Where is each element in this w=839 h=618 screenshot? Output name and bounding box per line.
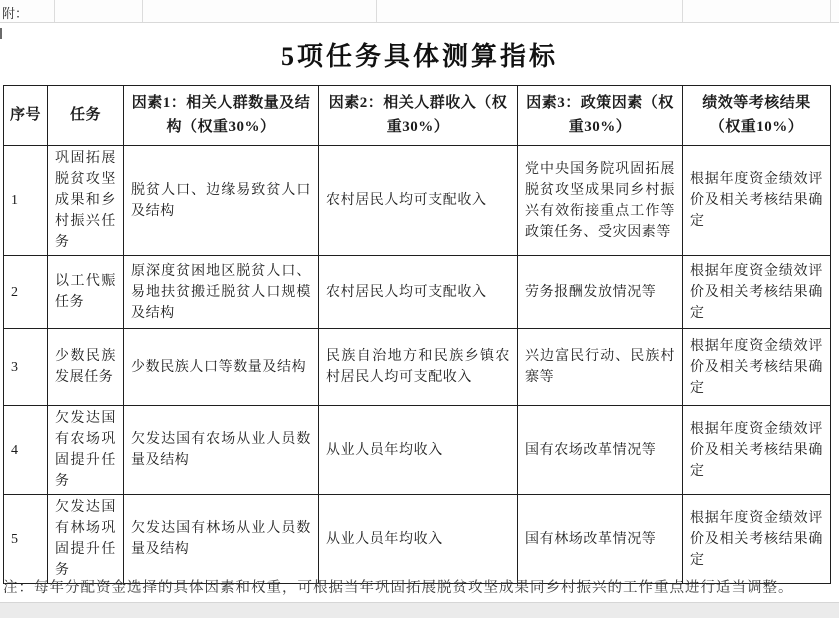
col-header-factor2: 因素2：相关人群收入（权重30%） <box>319 86 518 146</box>
task-cell: 巩固拓展脱贫攻坚成果和乡村振兴任务 <box>48 146 124 256</box>
col-header-seq: 序号 <box>4 86 48 146</box>
header-row <box>4 86 831 146</box>
row-number-cell: 5 <box>4 495 48 584</box>
result-cell: 根据年度资金绩效评价及相关考核结果确定 <box>683 406 831 495</box>
task-cell: 欠发达国有农场巩固提升任务 <box>48 406 124 495</box>
row-number-cell: 4 <box>4 406 48 495</box>
row-number-cell: 1 <box>4 146 48 256</box>
gridline <box>54 0 55 22</box>
factor3-cell: 党中央国务院巩固拓展脱贫攻坚成果同乡村振兴有效衔接重点工作等政策任务、受灾因素等 <box>518 146 683 256</box>
task-cell: 以工代赈任务 <box>48 256 124 329</box>
table-row <box>4 329 831 406</box>
spreadsheet-row-strip <box>0 0 839 23</box>
attachment-label: 附： <box>2 6 29 21</box>
bottom-gutter <box>0 602 839 618</box>
row-number-cell: 3 <box>4 329 48 406</box>
table-row <box>4 146 831 256</box>
col-header-result: 绩效等考核结果（权重10%） <box>683 86 831 146</box>
factor3-cell: 劳务报酬发放情况等 <box>518 256 683 329</box>
factor2-cell: 从业人员年均收入 <box>319 495 518 584</box>
factor1-cell: 欠发达国有农场从业人员数量及结构 <box>124 406 319 495</box>
page-title: 5项任务具体测算指标 <box>280 42 558 71</box>
col-header-factor3: 因素3：政策因素（权重30%） <box>518 86 683 146</box>
gridline <box>682 0 683 22</box>
gridline <box>830 0 831 22</box>
factor1-cell: 欠发达国有林场从业人员数量及结构 <box>124 495 319 584</box>
factor3-cell: 兴边富民行动、民族村寨等 <box>518 329 683 406</box>
task-cell: 欠发达国有林场巩固提升任务 <box>48 495 124 584</box>
result-cell: 根据年度资金绩效评价及相关考核结果确定 <box>683 256 831 329</box>
col-header-task: 任务 <box>48 86 124 146</box>
col-header-factor1: 因素1：相关人群数量及结构（权重30%） <box>124 86 319 146</box>
factor3-cell: 国有农场改革情况等 <box>518 406 683 495</box>
table-row <box>4 406 831 495</box>
result-cell: 根据年度资金绩效评价及相关考核结果确定 <box>683 146 831 256</box>
result-cell: 根据年度资金绩效评价及相关考核结果确定 <box>683 329 831 406</box>
gridline <box>376 0 377 22</box>
row-number-cell: 2 <box>4 256 48 329</box>
factor3-cell: 国有林场改革情况等 <box>518 495 683 584</box>
table-row <box>4 495 831 584</box>
footnote: 注：每年分配资金选择的具体因素和权重，可根据当年巩固拓展脱贫攻坚成果同乡村振兴的工作重点进行适当调整。 <box>3 580 794 596</box>
factor1-cell: 脱贫人口、边缘易致贫人口及结构 <box>124 146 319 256</box>
factor2-cell: 农村居民人均可支配收入 <box>319 256 518 329</box>
factor2-cell: 农村居民人均可支配收入 <box>319 146 518 256</box>
gridline <box>142 0 143 22</box>
factor1-cell: 少数民族人口等数量及结构 <box>124 329 319 406</box>
indicator-table <box>3 85 831 584</box>
result-cell: 根据年度资金绩效评价及相关考核结果确定 <box>683 495 831 584</box>
factor2-cell: 民族自治地方和民族乡镇农村居民人均可支配收入 <box>319 329 518 406</box>
factor1-cell: 原深度贫困地区脱贫人口、易地扶贫搬迁脱贫人口规模及结构 <box>124 256 319 329</box>
factor2-cell: 从业人员年均收入 <box>319 406 518 495</box>
task-cell: 少数民族发展任务 <box>48 329 124 406</box>
table-row <box>4 256 831 329</box>
